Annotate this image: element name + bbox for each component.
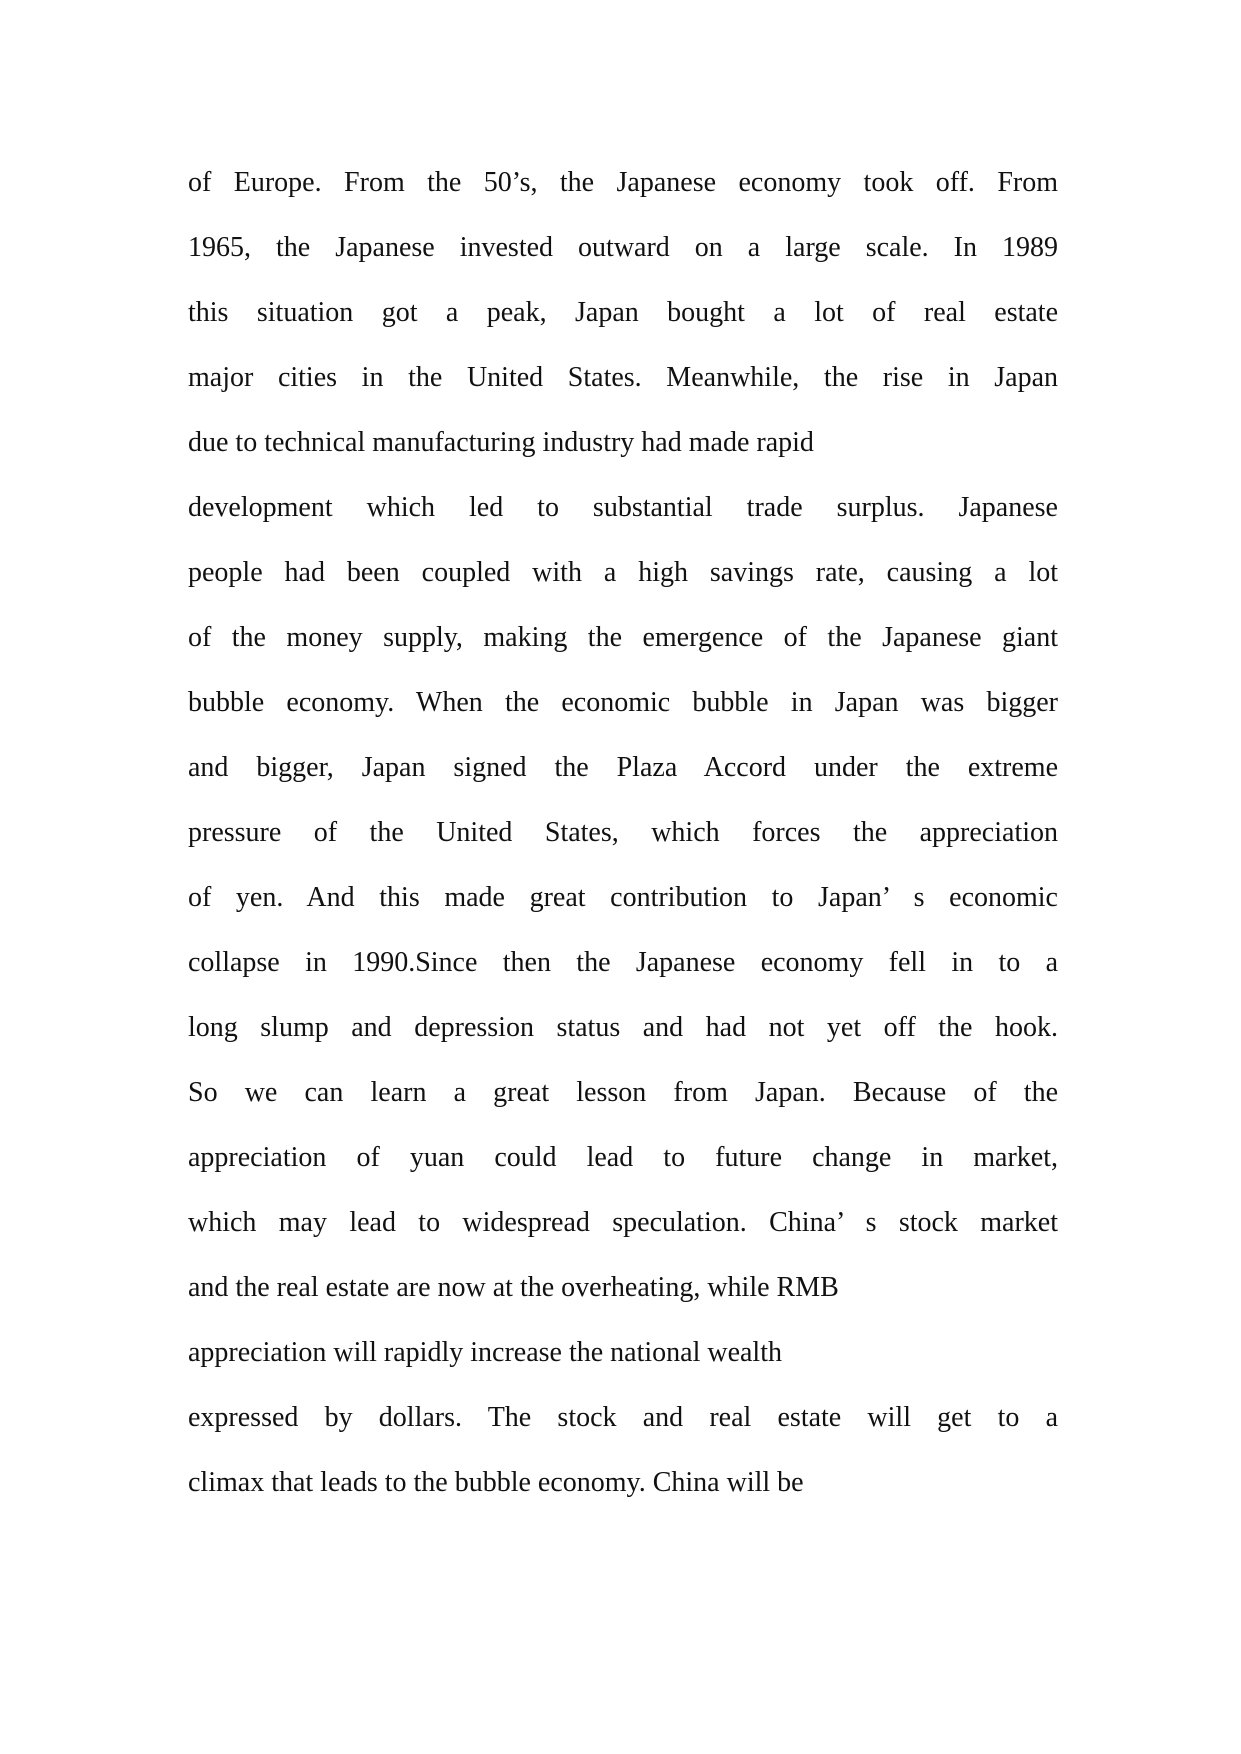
text-line: people had been coupled with a high savings rate, causing a lot bbox=[188, 557, 1058, 588]
text-line: of the money supply, making the emergence of the Japanese giant bbox=[188, 622, 1058, 653]
text-line: and the real estate are now at the overheating, while RMB bbox=[188, 1272, 839, 1303]
text-line: development which led to substantial trade surplus. Japanese bbox=[188, 492, 1058, 523]
text-line: due to technical manufacturing industry had made rapid bbox=[188, 427, 814, 458]
text-line: which may lead to widespread speculation. China’ s stock market bbox=[188, 1207, 1058, 1238]
text-line: of Europe. From the 50’s, the Japanese economy took off. From bbox=[188, 167, 1058, 198]
text-line: of yen. And this made great contribution to Japan’ s economic bbox=[188, 882, 1058, 913]
text-line: expressed by dollars. The stock and real estate will get to a bbox=[188, 1402, 1058, 1433]
text-line: 1965, the Japanese invested outward on a large scale. In 1989 bbox=[188, 232, 1058, 263]
text-line: this situation got a peak, Japan bought a lot of real estate bbox=[188, 297, 1058, 328]
text-line: climax that leads to the bubble economy. China will be bbox=[188, 1467, 804, 1498]
text-line: appreciation will rapidly increase the national wealth bbox=[188, 1337, 782, 1368]
text-line: major cities in the United States. Meanwhile, the rise in Japan bbox=[188, 362, 1058, 393]
text-line: appreciation of yuan could lead to future change in market, bbox=[188, 1142, 1058, 1173]
text-line: and bigger, Japan signed the Plaza Accord under the extreme bbox=[188, 752, 1058, 783]
body-text bbox=[188, 150, 1058, 1515]
text-line: bubble economy. When the economic bubble in Japan was bigger bbox=[188, 687, 1058, 718]
text-line: collapse in 1990.Since then the Japanese economy fell in to a bbox=[188, 947, 1058, 978]
text-line: long slump and depression status and had not yet off the hook. bbox=[188, 1012, 1058, 1043]
text-line: pressure of the United States, which forces the appreciation bbox=[188, 817, 1058, 848]
text-line: So we can learn a great lesson from Japan. Because of the bbox=[188, 1077, 1058, 1108]
